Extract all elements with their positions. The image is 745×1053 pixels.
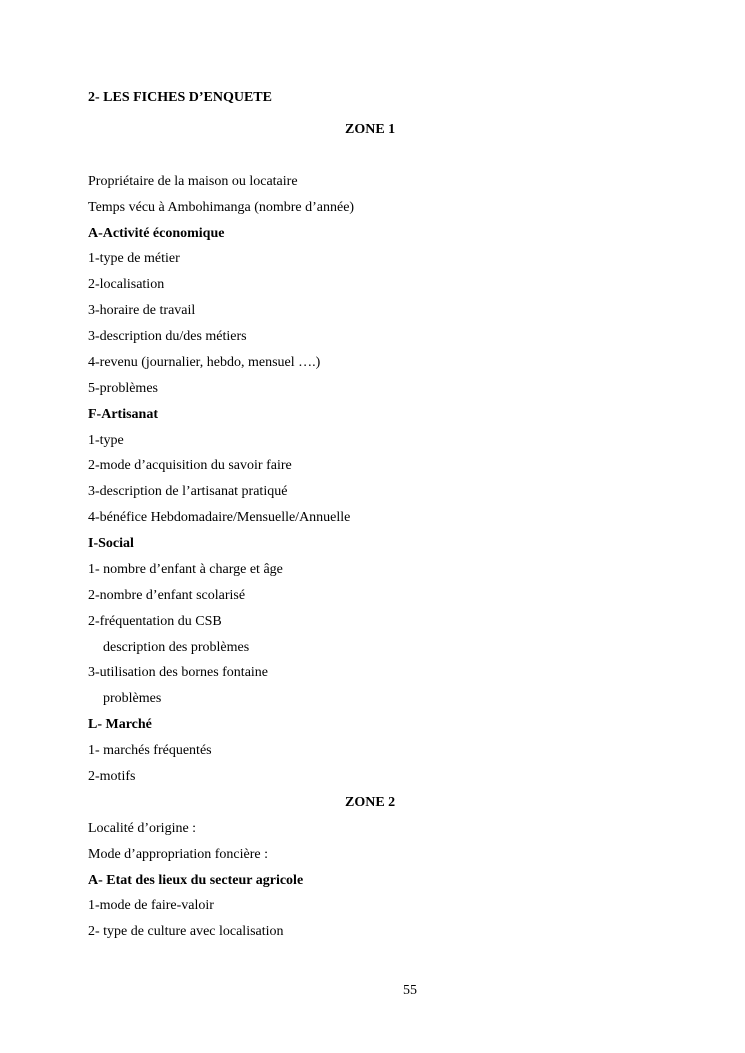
agricole-item: 2- type de culture avec localisation xyxy=(88,924,284,939)
artisanat-item: 1-type xyxy=(88,433,124,448)
page-number: 55 xyxy=(403,983,417,998)
social-heading: I-Social xyxy=(88,536,134,551)
zone1-intro-owner: Propriétaire de la maison ou locataire xyxy=(88,174,298,189)
social-item: 2-fréquentation du CSB xyxy=(88,614,222,629)
zone2-intro-appropriation: Mode d’appropriation foncière : xyxy=(88,847,268,862)
activite-heading: A-Activité économique xyxy=(88,226,225,241)
zone2-intro-origin: Localité d’origine : xyxy=(88,821,197,836)
zone1-heading: ZONE 1 xyxy=(345,122,396,137)
social-item: description des problèmes xyxy=(103,640,250,655)
section-title: 2- LES FICHES D’ENQUETE xyxy=(88,90,272,105)
agricole-heading: A- Etat des lieux du secteur agricole xyxy=(88,873,304,888)
social-item: 2-nombre d’enfant scolarisé xyxy=(88,588,246,603)
artisanat-item: 3-description de l’artisanat pratiqué xyxy=(88,484,288,499)
artisanat-item: 4-bénéfice Hebdomadaire/Mensuelle/Annuelle xyxy=(88,510,351,525)
agricole-item: 1-mode de faire-valoir xyxy=(88,898,214,913)
activite-item: 2-localisation xyxy=(88,277,165,292)
social-item: 3-utilisation des bornes fontaine xyxy=(88,665,269,680)
marche-heading: L- Marché xyxy=(88,717,152,732)
social-item: problèmes xyxy=(103,691,162,706)
activite-item: 4-revenu (journalier, hebdo, mensuel ….) xyxy=(88,355,321,370)
activite-item: 3-description du/des métiers xyxy=(88,329,247,344)
marche-item: 2-motifs xyxy=(88,769,136,784)
artisanat-item: 2-mode d’acquisition du savoir faire xyxy=(88,458,292,473)
zone1-intro-time: Temps vécu à Ambohimanga (nombre d’année) xyxy=(88,200,355,215)
artisanat-heading: F-Artisanat xyxy=(88,407,158,422)
marche-item: 1- marchés fréquentés xyxy=(88,743,212,758)
activite-item: 3-horaire de travail xyxy=(88,303,196,318)
activite-item: 5-problèmes xyxy=(88,381,158,396)
zone2-heading: ZONE 2 xyxy=(345,795,396,810)
social-item: 1- nombre d’enfant à charge et âge xyxy=(88,562,283,577)
activite-item: 1-type de métier xyxy=(88,251,180,266)
